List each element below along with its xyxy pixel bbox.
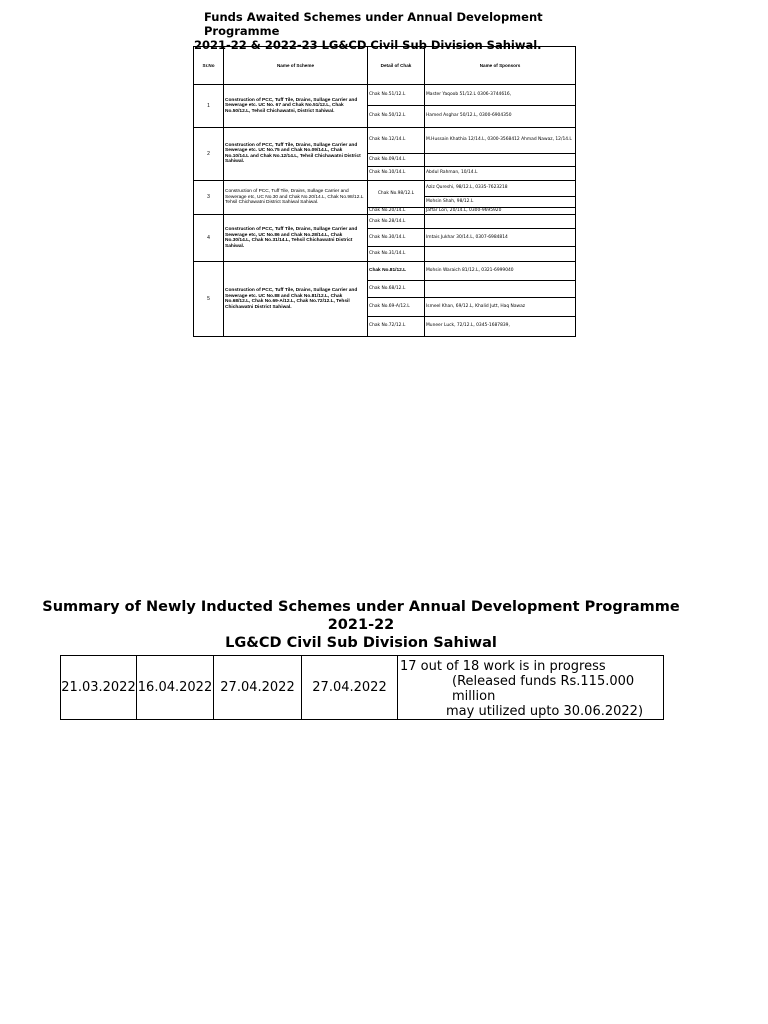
row-scheme-name: Construction of PCC, Tuff Tile, Drains, Sullage Carrier and Sewerage etc. UC No.75 and Chak No.09/14.L, Chak No.10/14.L and Chak No.12/14.L, Tehsil Chichawatni District Sahiwal. [224,127,368,180]
summary-status-line1: 17 out of 18 work is in progress [400,659,606,674]
header-scheme: Name of Scheme [224,47,368,85]
row-chak: Chak No.09/14.L [368,153,425,166]
row-chak: Chak No.28/14.L [368,215,425,229]
row-chak: Chak No.51/12.L [368,85,425,106]
summary-title-line1: Summary of Newly Inducted Schemes under Annual Development Programme [42,599,680,615]
funds-awaited-title-line1: Funds Awaited Schemes under Annual Development Programme [204,10,543,38]
summary-title-line2: 2021-22 [327,617,395,633]
summary-table [60,655,664,720]
header-sr-no: Sr.No [194,47,224,85]
summary-status-line2: (Released funds Rs.115.000 million [452,674,635,704]
table-header-row [194,47,576,85]
row-chak: Chak No.12/14.L [368,127,425,153]
row-sponsor [425,153,576,166]
row-sponsor: Mohsin Shah, 98/12.L [425,196,576,207]
row-sponsor: Aziz Qureshi, 98/12.L, 0335-7623218 [425,180,576,196]
row-sponsor: Ismeel Khan, 69/12.L, Khalid Jutt, Haq Nawaz [425,297,576,316]
row-scheme-name: Construction of PCC, Tuff Tile, Drains, Sullage Carrier and Sewerage etc, UC No.30 and Chak No.20/14.L, Chak No.98/12.L Tehsil Chichawatni District Sahiwal Sahiwal. [224,180,368,214]
funds-awaited-table [193,46,576,337]
row-sponsor: Master Yaqoob 51/12.L 0306-3744616, [425,85,576,106]
row-scheme-name: Construction of PCC, Tuff Tile, Drains, Sullage Carrier and Sewerage etc. UC No.88 and Chak No.81/12.L, Chak No.68/12.L, Chak No.69-A/12.L, Chak No.72/12.L, Tehsil Chichawatni District Sahiwal. [224,262,368,337]
row-sponsor [425,280,576,297]
funds-awaited-title-line2: 2021-22 & 2022-23 LG&CD Civil Sub Division Sahiwal. [194,38,542,52]
row-sponsor: Abdul Rahman, 10/14.L [425,166,576,180]
summary-title-line3: LG&CD Civil Sub Division Sahiwal [225,635,497,651]
summary-status-line3: may utilized upto 30.06.2022) [446,704,644,719]
row-sponsor: Mohsin Waraich 81/12.L, 0321-6999040 [425,262,576,280]
row-chak: Chak No.20/14.L [368,208,425,215]
row-chak: Chak No.31/14.L [368,247,425,262]
row-sponsor: Jaffar Lori, 20/14.L, 0300-9695920 [425,208,576,215]
row-sr-no: 4 [194,215,224,262]
row-sponsor: Hamed Asghar 50/12.L, 0300-6904350 [425,106,576,127]
row-chak: Chak No.10/14.L [368,166,425,180]
header-sponsors: Name of Sponsors [425,47,576,85]
summary-date-3: 27.04.2022 [214,656,302,720]
summary-date-1: 21.03.2022 [61,656,137,720]
row-chak: Chak No.69-A/12.L [368,297,425,316]
summary-date-4: 27.04.2022 [302,656,398,720]
row-sponsor: M.Hussain Khathia 12/14.L, 0300-3568412 Ahmad Nawaz, 12/14.L [425,127,576,153]
row-scheme-name: Construction of PCC, Tuff Tile, Drains, Sullage Carrier and Sewerage etc, UC No.86 and Chak No.28/14.L, Chak No.30/14.L, Chak No.31/14.L, Tehsil Chichawatni District Sahiwal. [224,215,368,262]
table-row [194,85,576,106]
summary-title [0,598,722,652]
row-chak: Chak No.50/12.L [368,106,425,127]
row-sr-no: 3 [194,180,224,214]
table-row [194,180,576,196]
row-sponsor [425,247,576,262]
row-chak: Chak No.98/12.L [368,180,425,207]
row-chak: Chak No.72/12.L [368,316,425,336]
row-chak: Chak No.68/12.L [368,280,425,297]
row-sr-no: 5 [194,262,224,337]
row-sponsor: Muneer Luck, 72/12.L, 0345-1687839, [425,316,576,336]
row-scheme-name: Construction of PCC, Tuff Tile, Drains, Sullage Carrier and Sewerage etc. UC No. 67 and Chak No.51/12.L, Chak No.50/12.L, Tehsil Chichawatni, District Sahiwal. [224,85,368,127]
row-chak: Chak No.81/12.L [368,262,425,280]
row-sponsor [425,215,576,229]
row-sr-no: 1 [194,85,224,127]
table-row [194,127,576,153]
summary-status [398,656,664,720]
table-row [194,215,576,229]
summary-row [61,656,664,720]
table-row [194,262,576,280]
summary-date-2: 16.04.2022 [137,656,214,720]
row-chak: Chak No.30/14.L [368,229,425,247]
row-sponsor: Imtais Jukhar 30/14.L, 0307-6984814 [425,229,576,247]
header-chak: Detail of Chak [368,47,425,85]
row-sr-no: 2 [194,127,224,180]
